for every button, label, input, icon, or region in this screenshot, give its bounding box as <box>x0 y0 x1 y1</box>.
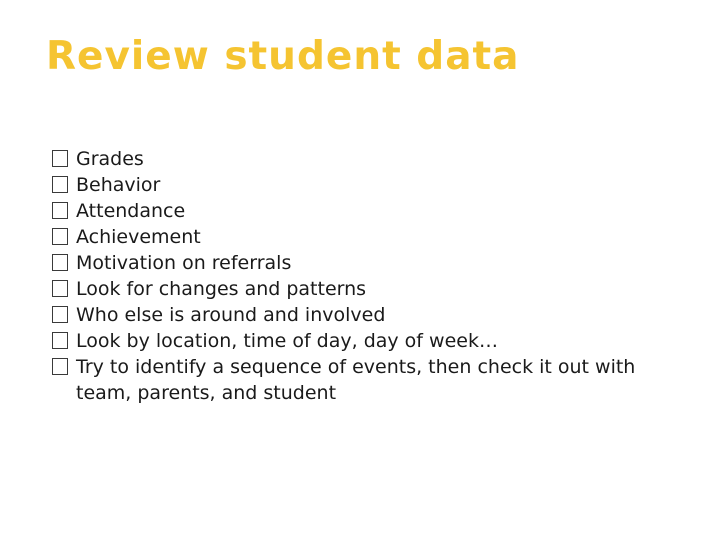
bullet-text: Who else is around and involved <box>76 304 386 326</box>
bullet-text: Try to identify a sequence of events, then check it out with team, parents, and student <box>76 356 636 404</box>
bullet-item <box>52 250 692 276</box>
bullet-item <box>52 354 692 406</box>
bullet-text: Look by location, time of day, day of week… <box>76 330 498 352</box>
bullet-text: Achievement <box>76 226 201 248</box>
bullet-item <box>52 198 692 224</box>
bullet-item <box>52 328 692 354</box>
bullet-text: Look for changes and patterns <box>76 278 367 300</box>
slide-title: Review student data <box>46 34 520 79</box>
bullet-text: Motivation on referrals <box>76 252 292 274</box>
checkbox-bullet-icon <box>52 306 68 323</box>
bullet-list <box>52 146 692 406</box>
bullet-item <box>52 276 692 302</box>
bullet-item <box>52 172 692 198</box>
bullet-text: Attendance <box>76 200 186 222</box>
checkbox-bullet-icon <box>52 332 68 349</box>
bullet-text: Grades <box>76 148 144 170</box>
checkbox-bullet-icon <box>52 176 68 193</box>
bullet-item <box>52 224 692 250</box>
checkbox-bullet-icon <box>52 228 68 245</box>
checkbox-bullet-icon <box>52 280 68 297</box>
checkbox-bullet-icon <box>52 202 68 219</box>
bullet-item <box>52 302 692 328</box>
bullet-text: Behavior <box>76 174 161 196</box>
checkbox-bullet-icon <box>52 358 68 375</box>
checkbox-bullet-icon <box>52 150 68 167</box>
checkbox-bullet-icon <box>52 254 68 271</box>
bullet-item <box>52 146 692 172</box>
